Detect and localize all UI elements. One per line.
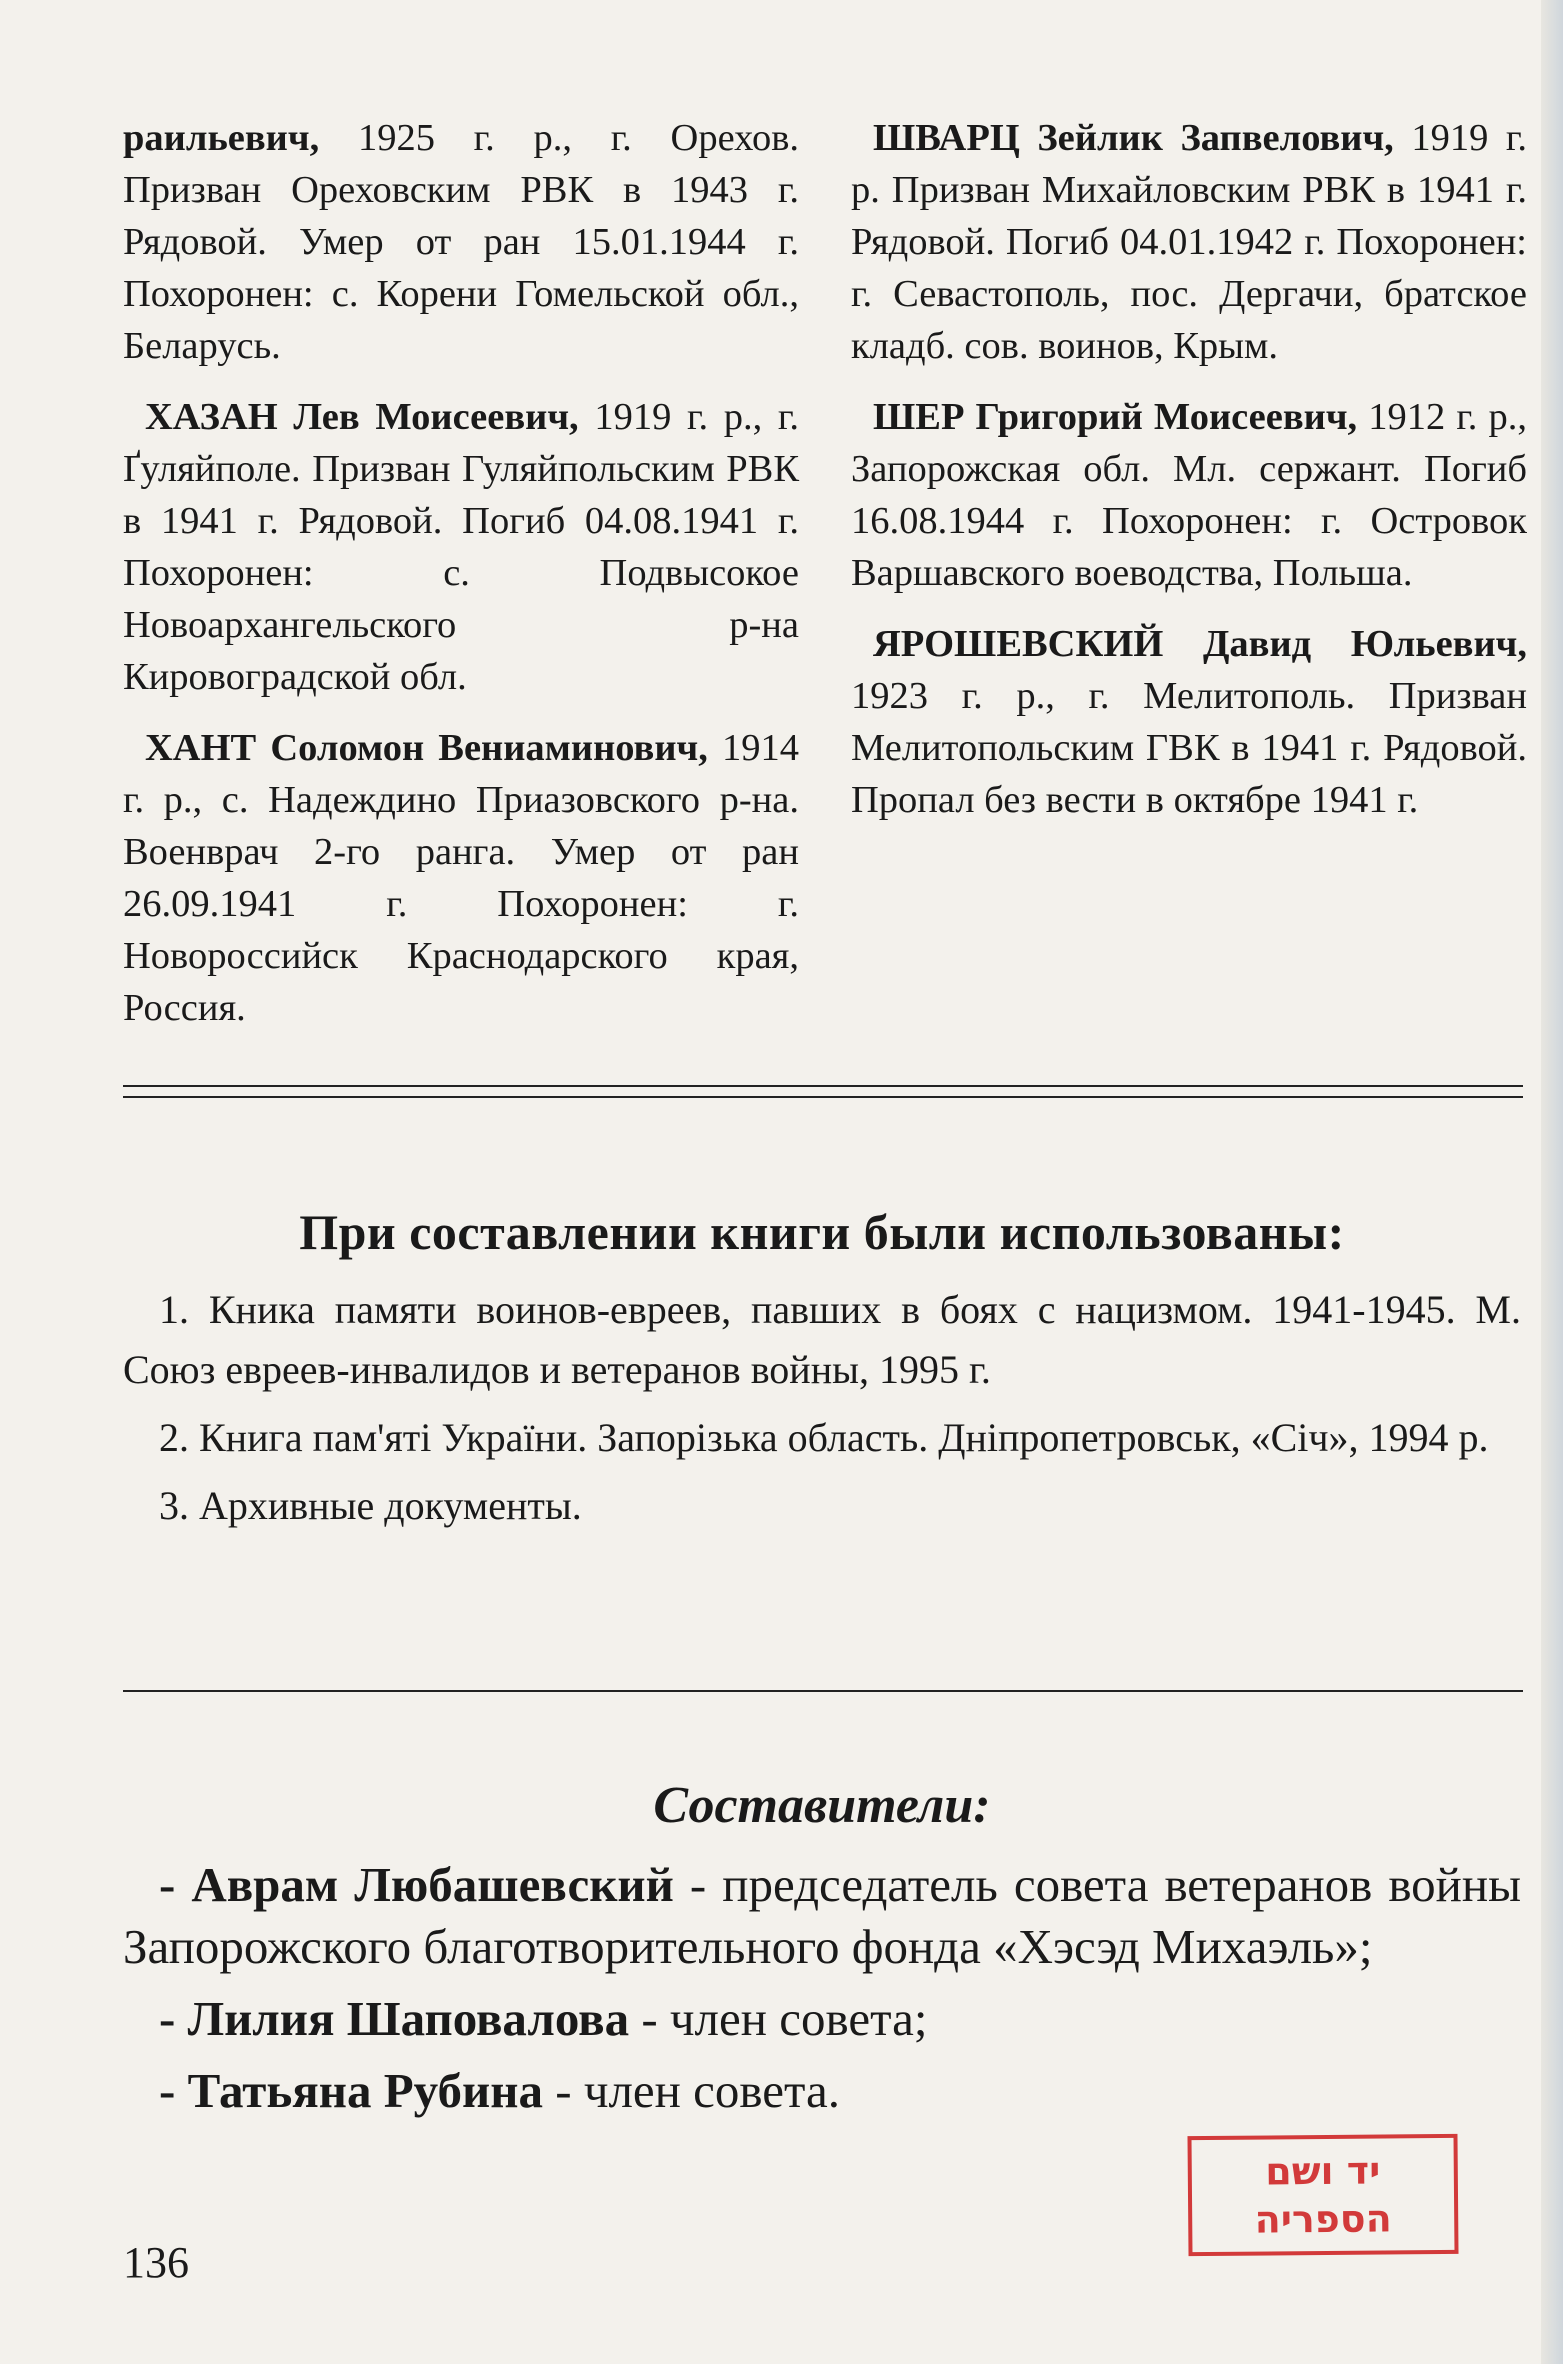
entry-name: ШЕР Григорий Моисеевич, [873,396,1358,438]
compilers-section [123,1772,1521,2132]
entry-name: ШВАРЦ Зейлик Запвелович, [873,117,1394,159]
compilers-title: Составители: [653,1777,991,1834]
entry-text: 1925 г. р., г. Орехов. Призван Ореховским РВК в 1943 г. Рядовой. Умер от ран 15.01.1944 г. Похоронен: с. Корени Гомельской обл., Беларусь. [123,117,799,367]
entry-text: 1914 г. р., с. Надеждино Приазовского р-на. Военврач 2-го ранга. Умер от ран 26.09.1941 г. Похоронен: г. Новороссийск Краснодарского края, Россия. [123,727,799,1029]
right-column [851,112,1527,845]
compiler-item [123,2060,1521,2122]
stamp-line-1: יד ושם [1265,2148,1381,2194]
entry [851,112,1527,372]
source-item: 3. Архивные документы. [159,1483,582,1528]
source-item: 1. Кника памяти воинов-евреев, павших в боях с нацизмом. 1941-1945. М. Союз евреев-инвалидов и ветеранов войны, 1995 г. [123,1287,1521,1392]
compiler-name: - Лилия Шаповалова [159,1991,630,2046]
entry [851,618,1527,826]
stamp-line-2: הספריה [1254,2196,1392,2242]
compiler-name: - Татьяна Рубина [159,2063,543,2118]
compiler-item [123,1854,1521,1978]
divider [123,1690,1523,1692]
sources-title: При составлении книги были использованы: [299,1204,1345,1260]
source-item: 2. Книга пам'яті України. Запорізька область. Дніпропетровськ, «Січ», 1994 р. [159,1415,1489,1460]
compiler-role: - член совета; [629,1991,928,2046]
entry-text: 1923 г. р., г. Мелитополь. Призван Мелитопольским ГВК в 1941 г. Рядовой. Пропал без вести в октябре 1941 г. [851,675,1527,821]
left-column [123,112,799,1053]
entry-text: 1919 г. р. Призван Михайловским РВК в 1941 г. Рядовой. Погиб 04.01.1942 г. Похоронен: г. Севастополь, пос. Дергачи, братское кладб. сов. воинов, Крым. [851,117,1528,367]
entry [123,391,799,703]
entry-name: ХАЗАН Лев Моисеевич, [145,396,579,438]
entry-name: ЯРОШЕВСКИЙ Давид Юльевич, [873,623,1527,665]
sources-section [123,1200,1521,1544]
compiler-name: - Аврам Любашевский [159,1857,674,1912]
compiler-role: - член совета. [543,2063,840,2118]
library-stamp [1187,2134,1458,2256]
entry-name: раильевич, [123,117,320,159]
entry-text: 1919 г. р., г. Ґуляйполе. Призван Гуляйпольским РВК в 1941 г. Рядовой. Погиб 04.08.1941 г. Похоронен: с. Подвысокое Новоархангельского р-на Кировоградской обл. [123,396,799,698]
compiler-role: - председатель совета ветеранов войны Запорожского благотворительного фонда «Хэсэд Михаэль»; [123,1857,1521,1974]
entry-text: 1912 г. р., Запорожская обл. Мл. сержант. Погиб 16.08.1944 г. Похоронен: г. Островок Варшавского воеводства, Польша. [851,396,1527,594]
entries-columns [123,112,1528,1072]
double-divider [123,1085,1523,1098]
page-edge [1541,0,1563,2364]
entry [123,112,799,372]
page-number: 136 [123,2238,189,2287]
entry [851,391,1527,599]
compiler-item [123,1988,1521,2050]
entry [123,722,799,1034]
entry-name: ХАНТ Соломон Вениаминович, [145,727,708,769]
